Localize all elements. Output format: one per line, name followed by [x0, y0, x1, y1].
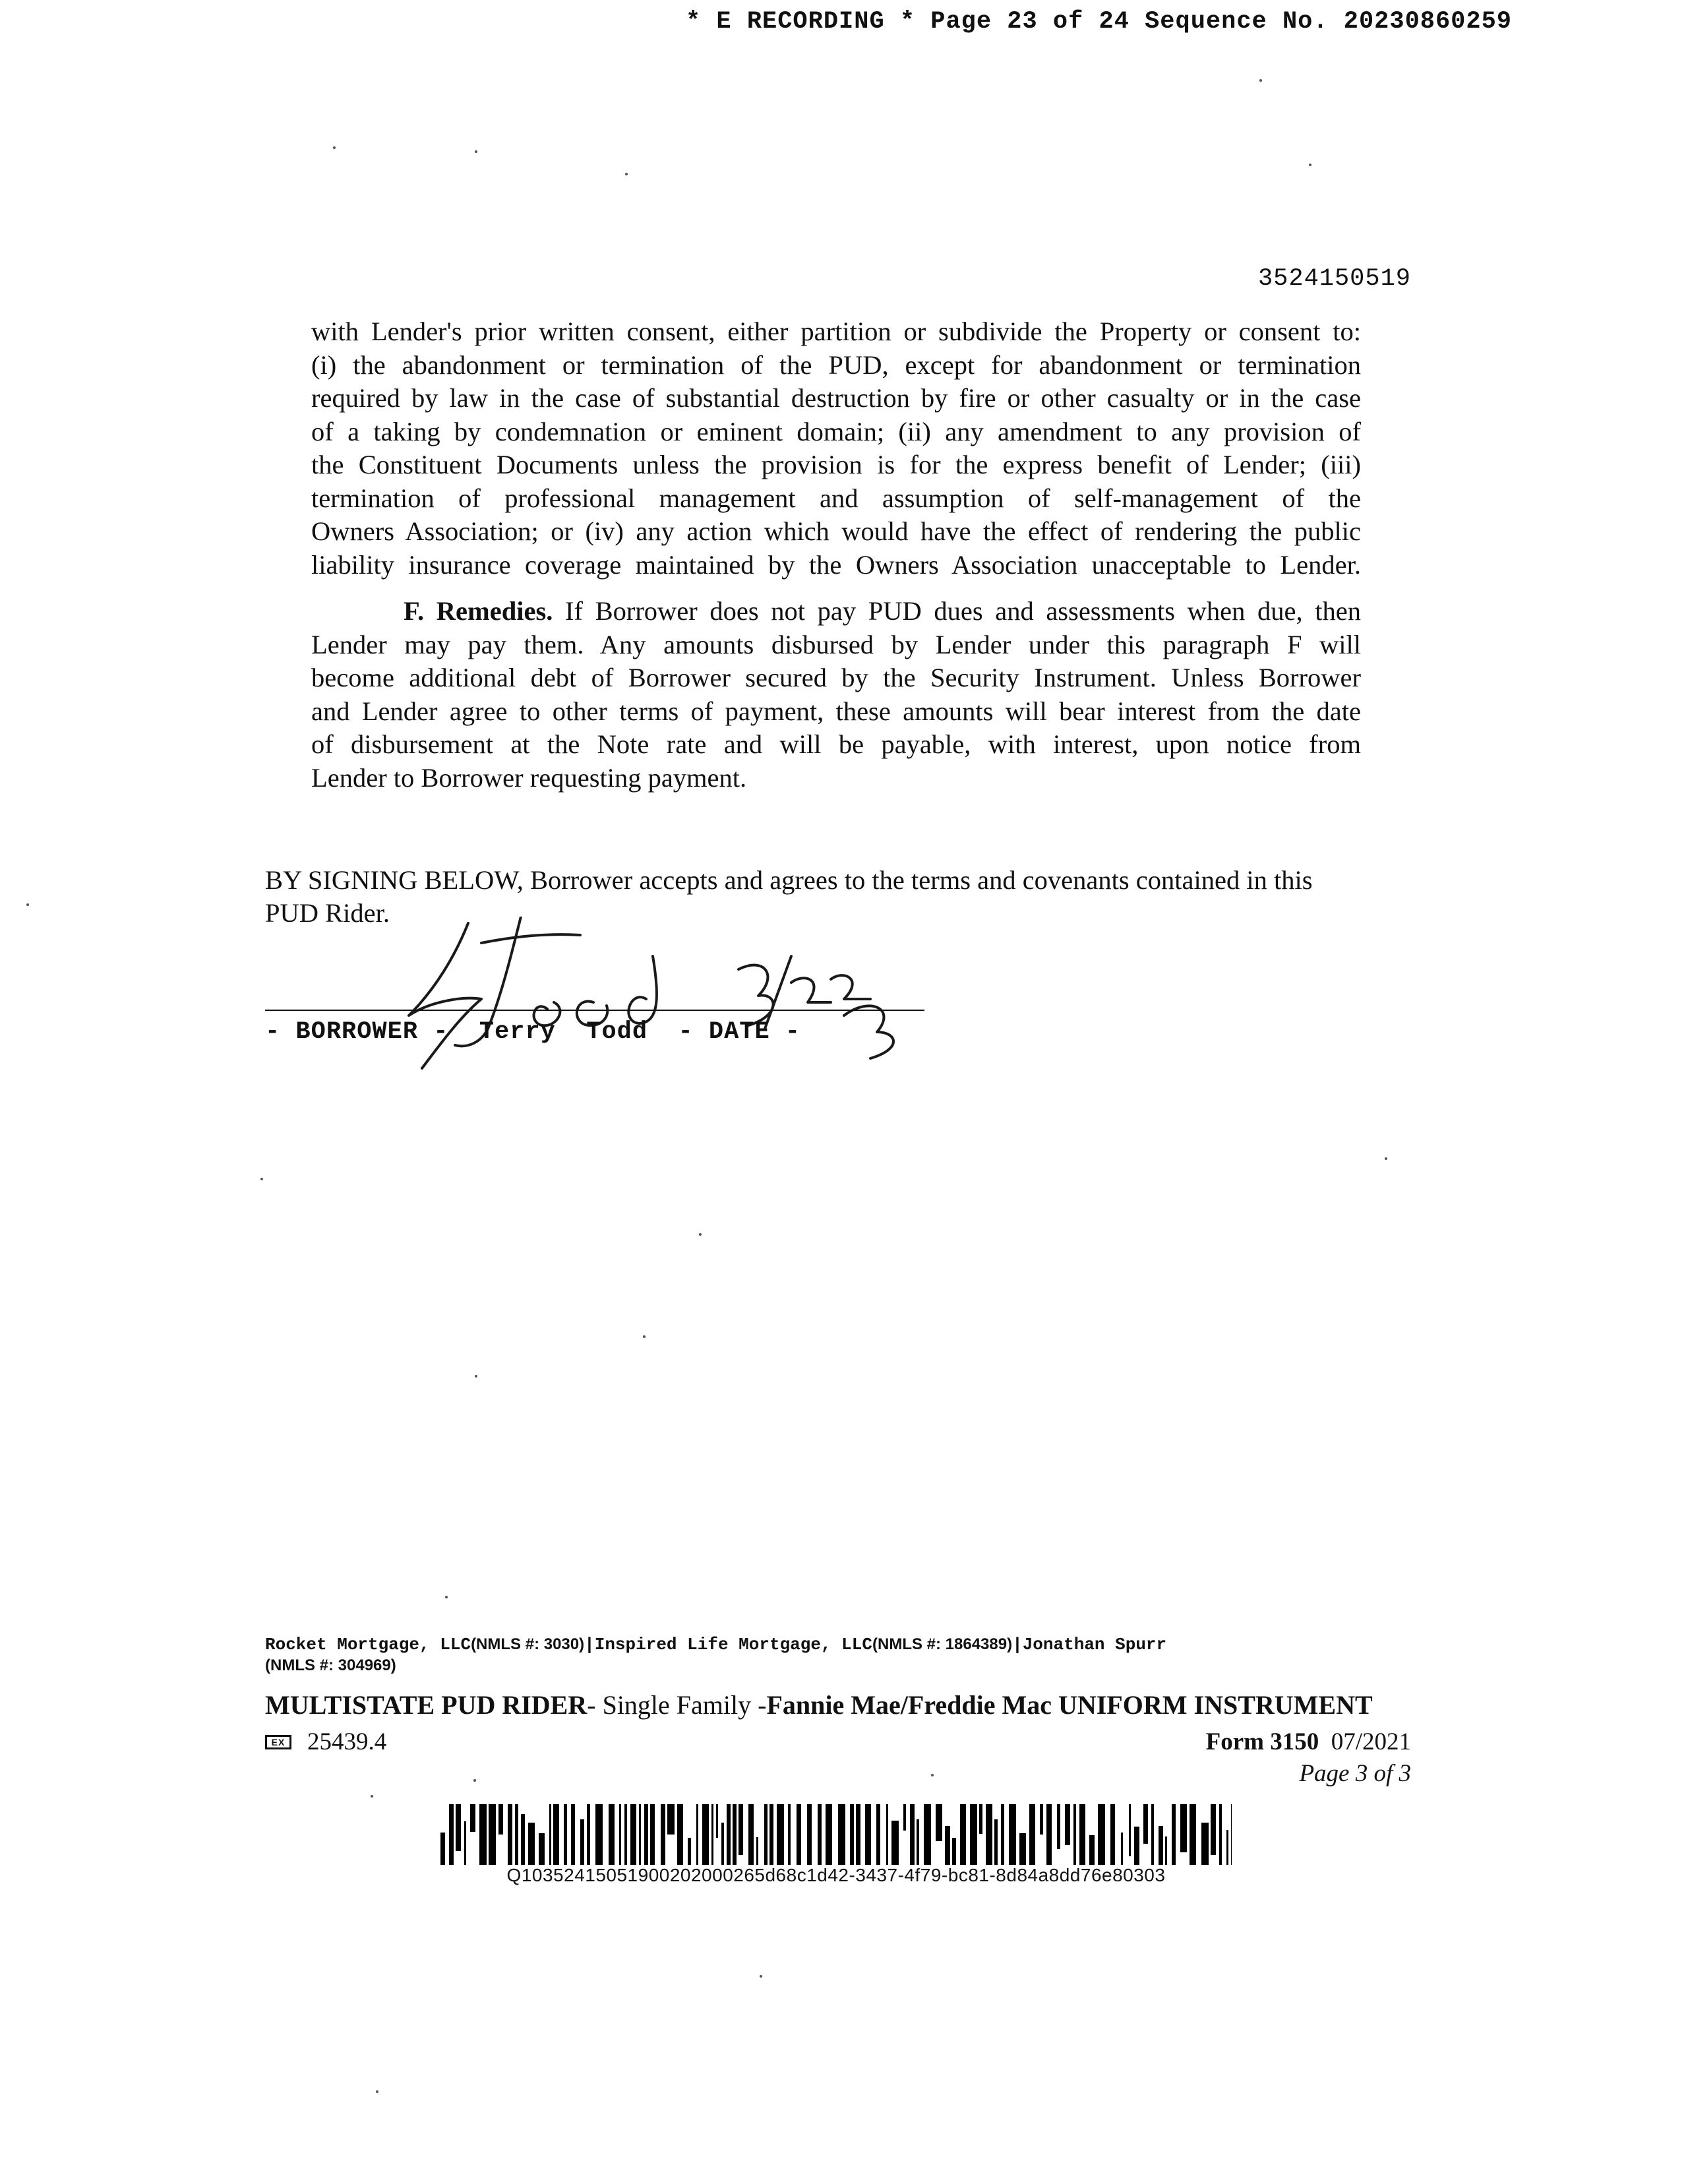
form-date: 07/2021 [1331, 1728, 1411, 1755]
barcode-bar [479, 1804, 487, 1865]
text-line: become additional debt of Borrower secured by the Security Instrument. Unless Borrower [311, 663, 1361, 692]
lender-nmls: (NMLS #: 1864389) [872, 1635, 1013, 1653]
barcode-bar [838, 1804, 845, 1865]
text-line [311, 595, 1361, 628]
signing-statement-line: PUD Rider. [265, 898, 390, 928]
barcode-bar [1046, 1804, 1052, 1865]
barcode-bar [1009, 1804, 1016, 1865]
barcode-bar [1151, 1804, 1154, 1865]
barcode-bar [688, 1838, 691, 1865]
barcode-bar [549, 1804, 551, 1865]
barcode-bar [1180, 1804, 1187, 1852]
barcode-bar [1121, 1833, 1123, 1865]
handwritten-signature [369, 917, 910, 1081]
lender-name: Rocket Mortgage, LLC [265, 1635, 471, 1654]
text-line: termination of professional management and assumption of self-management of the [311, 483, 1361, 513]
barcode-bar [609, 1804, 615, 1865]
barcode-bar [470, 1804, 475, 1832]
form-title [265, 1689, 1412, 1720]
barcode-bar [464, 1821, 466, 1865]
barcode-bar [1226, 1830, 1228, 1865]
barcode-bar [1219, 1804, 1222, 1865]
barcode-bar [979, 1804, 982, 1834]
text-line: required by law in the case of substantial destruction by fire or other casualty or in the case [311, 383, 1361, 413]
barcode-bar [952, 1838, 956, 1865]
barcode-bar [667, 1804, 675, 1835]
barcode-bar [650, 1804, 655, 1865]
barcode-bar [826, 1804, 832, 1865]
barcode-bar [630, 1804, 636, 1865]
barcode-bar [553, 1804, 559, 1865]
scan-speck [473, 1779, 476, 1782]
scan-speck [333, 146, 336, 149]
barcode-bar [1057, 1804, 1060, 1849]
scan-speck [445, 1596, 448, 1598]
barcode-bar [756, 1837, 758, 1865]
barcode-bar [748, 1804, 754, 1865]
borrower-caption: - BORROWER - Terry Todd - DATE - [265, 1018, 801, 1046]
barcode-bar [580, 1819, 584, 1865]
scan-speck [376, 2090, 378, 2093]
barcode-bar [521, 1814, 525, 1865]
scan-speck [1385, 1157, 1387, 1160]
barcode-bar [1165, 1836, 1167, 1865]
scan-speck [260, 1178, 263, 1180]
barcode-bar [508, 1804, 512, 1865]
barcode-bar [1159, 1826, 1163, 1865]
ex-icon: EX [265, 1735, 291, 1749]
barcode-bar [1040, 1804, 1043, 1835]
barcode-bar [515, 1804, 518, 1865]
text-line: Owners Association; or (iv) any action which would have the effect of rendering the public [311, 516, 1361, 546]
barcode-bar [1019, 1833, 1026, 1865]
barcode-bar [702, 1804, 709, 1865]
barcode-bar [440, 1833, 445, 1865]
barcode-bar [733, 1804, 737, 1865]
form-title-bold: MULTISTATE PUD RIDER [265, 1690, 588, 1720]
scan-speck [931, 1774, 934, 1776]
text-line: and Lender agree to other terms of payment, these amounts will bear interest from the date [311, 696, 1361, 726]
barcode-bar [856, 1804, 860, 1865]
barcode-bar [886, 1804, 888, 1865]
scan-speck [475, 1375, 477, 1378]
barcode-bar [945, 1826, 950, 1865]
barcode-bar [661, 1804, 665, 1865]
barcode-bar [677, 1804, 683, 1865]
doc-code-row [265, 1728, 386, 1756]
separator: | [1012, 1635, 1023, 1654]
barcode-bar [865, 1804, 871, 1865]
barcode-bar [1089, 1835, 1095, 1865]
lender-nmls: (NMLS #: 3030) [471, 1635, 585, 1653]
barcode-bar [498, 1804, 503, 1835]
barcode-bar [960, 1804, 966, 1865]
barcode-bar [1211, 1804, 1216, 1855]
remedies-paragraph [311, 595, 1361, 795]
scan-speck [643, 1335, 646, 1338]
barcode-bar [449, 1804, 454, 1865]
text-line: (i) the abandonment or termination of the PUD, except for abandonment or termination [311, 349, 1361, 380]
scan-speck [26, 903, 29, 906]
barcode-bar [1110, 1804, 1115, 1865]
barcode-bar [850, 1804, 854, 1865]
barcode-bar [639, 1804, 641, 1865]
barcode-bar [624, 1804, 627, 1865]
text-line: the Constituent Documents unless the provision is for the express benefit of Lender; (iii) [311, 450, 1361, 479]
form-title-mid: - Single Family - [587, 1690, 767, 1720]
page-of: Page 3 of 3 [1299, 1760, 1411, 1787]
barcode-bar [644, 1804, 648, 1865]
barcode-bar [528, 1823, 535, 1865]
barcode-bar [797, 1804, 801, 1865]
text-line: with Lender's prior written consent, either partition or subdivide the Property or consent to: [311, 317, 1361, 346]
barcode-bar [738, 1804, 743, 1855]
form-label: Form 3150 [1205, 1728, 1319, 1755]
barcode-bar [1065, 1804, 1070, 1845]
barcode-bar [777, 1804, 784, 1865]
barcode-bar [924, 1804, 931, 1865]
barcode-bar [1073, 1804, 1076, 1865]
form-title-bold2: Fannie Mae/Freddie Mac UNIFORM INSTRUMENT [766, 1690, 1373, 1720]
doc-code: 25439.4 [307, 1728, 387, 1755]
barcode-bar [807, 1804, 812, 1865]
remedies-first-line: If Borrower does not pay PUD dues and assessments when due, then [564, 596, 1361, 626]
barcode-bar [539, 1833, 545, 1865]
scan-speck [1309, 164, 1311, 166]
barcode-bar [1143, 1804, 1148, 1844]
text-line: Lender to Borrower requesting payment. [311, 762, 747, 793]
loan-number: 3524150519 [1257, 265, 1411, 293]
separator: | [584, 1635, 595, 1654]
barcode-bar [1190, 1804, 1196, 1865]
signature-line [265, 1010, 924, 1011]
scan-speck [760, 1975, 762, 1978]
barcode-bar [595, 1804, 603, 1865]
form-number [1055, 1728, 1411, 1756]
barcode-bar [910, 1804, 915, 1865]
scan-speck [625, 173, 628, 175]
barcode-bar [994, 1819, 998, 1865]
scan-speck [699, 1233, 702, 1236]
barcode-bar [876, 1804, 880, 1865]
barcode-bar [1201, 1823, 1209, 1865]
paragraph-continuation [311, 315, 1361, 582]
barcode-bar [970, 1804, 977, 1865]
barcode-bar [564, 1804, 567, 1865]
barcode-bar [917, 1819, 919, 1865]
text-line: Lender may pay them. Any amounts disbursed by Lender under this paragraph F will [311, 629, 1361, 659]
barcode-text: Q10352415051900202000265d68c1d42-3437-4f79-bc81-8d84a8dd76e80303 [506, 1865, 1166, 1885]
text-line: of a taking by condemnation or eminent domain; (ii) any amendment to any provision of [311, 416, 1361, 446]
barcode-bar [903, 1804, 906, 1831]
text-line: of disbursement at the Note rate and will be payable, with interest, upon notice from [311, 729, 1361, 759]
barcode-bar [936, 1804, 942, 1841]
signing-statement-line: BY SIGNING BELOW, Borrower accepts and agrees to the terms and covenants contained in this [265, 865, 1313, 895]
barcode-bar [1231, 1804, 1232, 1865]
barcode-bar [1001, 1804, 1004, 1865]
lender-name: Inspired Life Mortgage, LLC [594, 1635, 872, 1654]
barcode-bar [587, 1804, 590, 1865]
barcode-bar [764, 1804, 768, 1865]
barcode-bar [696, 1804, 698, 1865]
barcode-bar [456, 1804, 461, 1851]
scan-speck [371, 1795, 373, 1798]
barcode-bar [1029, 1804, 1035, 1865]
lender-info [265, 1634, 1412, 1676]
originator-name: Jonathan Spurr [1022, 1635, 1167, 1654]
scan-speck [475, 150, 477, 153]
barcode-bar [571, 1804, 575, 1865]
barcode-bar [986, 1804, 992, 1865]
originator-nmls: (NMLS #: 304969) [265, 1656, 396, 1674]
barcode-bar [1134, 1827, 1139, 1865]
barcode-bar [489, 1804, 496, 1865]
barcode-bar [1172, 1804, 1176, 1865]
recording-header: * E RECORDING * Page 23 of 24 Sequence No. 20230860259 [686, 8, 1512, 36]
barcode-bar [818, 1804, 822, 1865]
scan-speck [1259, 79, 1262, 82]
barcode-bar [1098, 1804, 1105, 1865]
barcode-bar [769, 1804, 773, 1865]
barcode-bar [727, 1804, 731, 1865]
barcode-bar [716, 1804, 718, 1838]
barcode-bar [891, 1821, 899, 1865]
barcode [440, 1804, 1232, 1865]
barcode-bar [721, 1823, 724, 1865]
remedies-heading: F. Remedies. [404, 596, 553, 626]
barcode-bar [711, 1804, 713, 1865]
text-line: liability insurance coverage maintained by the Owners Association unacceptable to Lender. [311, 549, 1361, 580]
barcode-bar [1129, 1804, 1131, 1856]
barcode-bar [788, 1804, 791, 1865]
barcode-bar [619, 1804, 621, 1865]
barcode-bar [1079, 1804, 1085, 1865]
